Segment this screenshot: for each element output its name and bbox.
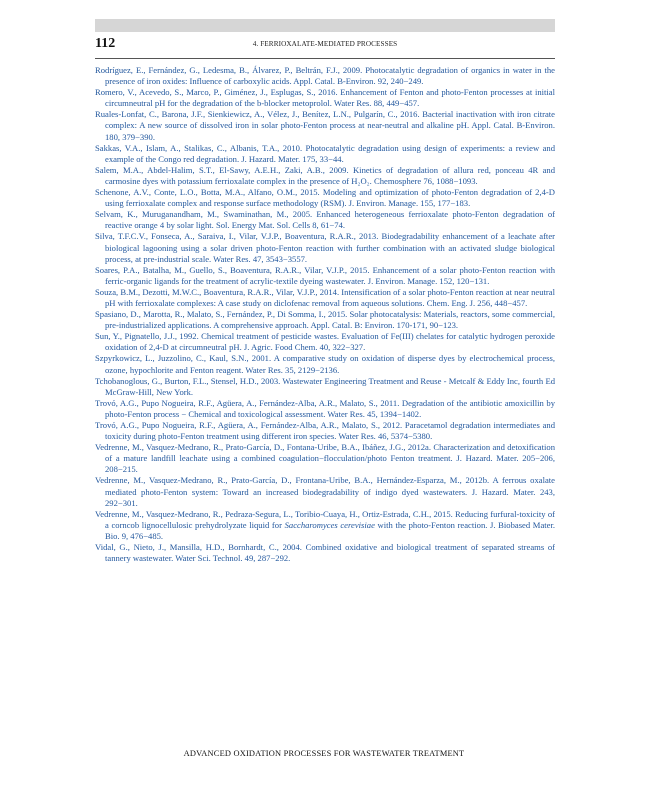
reference-vedrenne-2012a[interactable]: Vedrenne, M., Vasquez-Medrano, R., Prato-García, D., Fontana-Uribe, B.A., Ibáñez, J.G., 2012a. Characterization and detoxification of a mature landfill leachate using a combined coagulation−flocculation/photo Fenton treatment. J. Hazard. Mater. 205−206, 208−215. [95, 442, 555, 475]
reference-rodriguez-2009[interactable]: Rodríguez, E., Fernández, G., Ledesma, B., Álvarez, P., Beltrán, F.J., 2009. Photocatalytic degradation of organics in water in the presence of iron oxides: Influence of carboxylic acids. Appl. Catal. B-Environ. 92, 240−249. [95, 65, 555, 87]
reference-list [95, 65, 555, 564]
reference-vedrenne-2012b[interactable]: Vedrenne, M., Vasquez-Medrano, R., Prato-García, D., Frontana-Uribe, B.A., Hernández-Esparza, M., 2012b. A ferrous oxalate mediated photo-Fenton system: Toward an increased biodegradability of indigo dyed wastewaters. J. Hazard. Mater. 243, 292−301. [95, 475, 555, 508]
reference-schenone-2015[interactable]: Schenone, A.V., Conte, L.O., Botta, M.A., Alfano, O.M., 2015. Modeling and optimization of photo-Fenton degradation of 2,4-D using ferrioxalate complex and response surface methodology (RSM). J. Environ. Manage. 155, 177−183. [95, 187, 555, 209]
header-rule [95, 58, 555, 59]
running-head: 4. FERRIOXALATE-MEDIATED PROCESSES [252, 40, 398, 48]
reference-spasiano-2015[interactable]: Spasiano, D., Marotta, R., Malato, S., Fernández, P., Di Somma, I., 2015. Solar photocatalysis: Materials, reactors, some commercial, pre-industrialized applications. A comprehensive approach. Appl. Catal. B: Environ. 170-171, 90−123. [95, 309, 555, 331]
page-number: 112 [95, 36, 116, 51]
reference-trovo-2012[interactable]: Trovó, A.G., Pupo Nogueira, R.F., Agüera, A., Fernández-Alba, A.R., Malato, S., 2012. Paracetamol degradation intermediates and toxicity during photo-Fenton treatment using different iron species. Water Res. 46, 5374−5380. [95, 420, 555, 442]
reference-silva-2013[interactable]: Silva, T.F.C.V., Fonseca, A., Saraiva, I., Vilar, V.J.P., Boaventura, R.A.R., 2013. Biodegradability enhancement of a leachate after biological lagooning using a solar driven photo-Fenton reaction with further combination with an activated sludge biological process, at pre-industrial scale. Water Res. 47, 3543−3557. [95, 231, 555, 264]
species-name: Saccharomyces cerevisiae [284, 519, 375, 530]
reference-sakkas-2010[interactable]: Sakkas, V.A., Islam, A., Stalikas, C., Albanis, T.A., 2010. Photocatalytic degradation using design of experiments: a review and example of the Congo red degradation. J. Hazard. Mater. 175, 33−44. [95, 142, 555, 164]
reference-vedrenne-2015[interactable]: Vedrenne, M., Vasquez-Medrano, R., Pedraza-Segura, L., Toribio-Cuaya, H., Ortiz-Estrada, C.H., 2015. Reducing furfural-toxicity of a corncob lignocellulosic prehydrolyzate liquid for Saccharomyces cerevisiae with the photo-Fenton reaction. J. Biobased Mater. Bio. 9, 476−485. [95, 508, 555, 541]
header-band [95, 19, 555, 32]
reference-szpyrkowicz-2001[interactable]: Szpyrkowicz, L., Juzzolino, C., Kaul, S.N., 2001. A comparative study on oxidation of disperse dyes by electrochemical process, ozone, hypochlorite and Fenton reagent. Water Res. 35, 2129−2136. [95, 353, 555, 375]
book-title-footer: ADVANCED OXIDATION PROCESSES FOR WASTEWATER TREATMENT [183, 749, 465, 758]
reference-tchobanoglous-2003[interactable]: Tchobanoglous, G., Burton, F.L., Stensel, H.D., 2003. Wastewater Engineering Treatment and Reuse - Metcalf & Eddy Inc, fourth Ed McGraw-Hill, New York. [95, 375, 555, 397]
reference-souza-2014[interactable]: Souza, B.M., Dezotti, M.W.C., Boaventura, R.A.R., Vilar, V.J.P., 2014. Intensification of a solar photo-Fenton reaction at near neutral pH with ferrioxalate complexes: A case study on diclofenac removal from aqueous solutions. Chem. Eng. J. 256, 448−457. [95, 286, 555, 308]
reference-ruales-lonfat-2016[interactable]: Ruales-Lonfat, C., Barona, J.F., Sienkiewicz, A., Vélez, J., Benítez, L.N., Pulgarín, C., 2016. Bacterial inactivation with iron citrate complex: A new source of dissolved iron in solar photo-Fenton process at near-neutral and alkaline pH. Appl. Catal. B-Environ. 180, 379−390. [95, 109, 555, 142]
page-header [95, 36, 555, 56]
reference-trovo-2011[interactable]: Trovó, A.G., Pupo Nogueira, R.F., Agüera, A., Fernández-Alba, A.R., Malato, S., 2011. Degradation of the antibiotic amoxicillin by photo-Fenton process − Chemical and toxicological assessment. Water Res. 45, 1394−1402. [95, 397, 555, 419]
reference-salem-2009[interactable]: Salem, M.A., Abdel-Halim, S.T., El-Sawy, A.E.H., Zaki, A.B., 2009. Kinetics of degradation of allura red, ponceau 4R and carmosine dyes with potassium ferrioxalate complex in the presence of H₂O₂. Chemosphere 76, 1088−1093. [95, 164, 555, 186]
reference-selvam-2005[interactable]: Selvam, K., Muruganandham, M., Swaminathan, M., 2005. Enhanced heterogeneous ferrioxalate photo-Fenton degradation of reactive orange 4 by solar light. Sol. Energy Mat. Sol. Cells 8, 61−74. [95, 209, 555, 231]
reference-sun-1992[interactable]: Sun, Y., Pignatello, J.J., 1992. Chemical treatment of pesticide wastes. Evaluation of Fe(III) chelates for catalytic hydrogen peroxide oxidation of 2,4-D at circumneutral pH. J. Agric. Food Chem. 40, 322−327. [95, 331, 555, 353]
reference-vidal-2004[interactable]: Vidal, G., Nieto, J., Mansilla, H.D., Bornhardt, C., 2004. Combined oxidative and biological treatment of separated streams of tannery wastewater. Water Sci. Technol. 49, 287−292. [95, 542, 555, 564]
reference-soares-2015[interactable]: Soares, P.A., Batalha, M., Guello, S., Boaventura, R.A.R., Vilar, V.J.P., 2015. Enhancement of a solar photo-Fenton reaction with ferric-organic ligands for the treatment of acrylic-textile dyeing wastewater. J. Environ. Manage. 152, 120−131. [95, 264, 555, 286]
reference-romero-2016[interactable]: Romero, V., Acevedo, S., Marco, P., Giménez, J., Esplugas, S., 2016. Enhancement of Fenton and photo-Fenton processes at initial circumneutral pH for the degradation of the b-blocker metoprolol. Water Res. 88, 449−457. [95, 87, 555, 109]
